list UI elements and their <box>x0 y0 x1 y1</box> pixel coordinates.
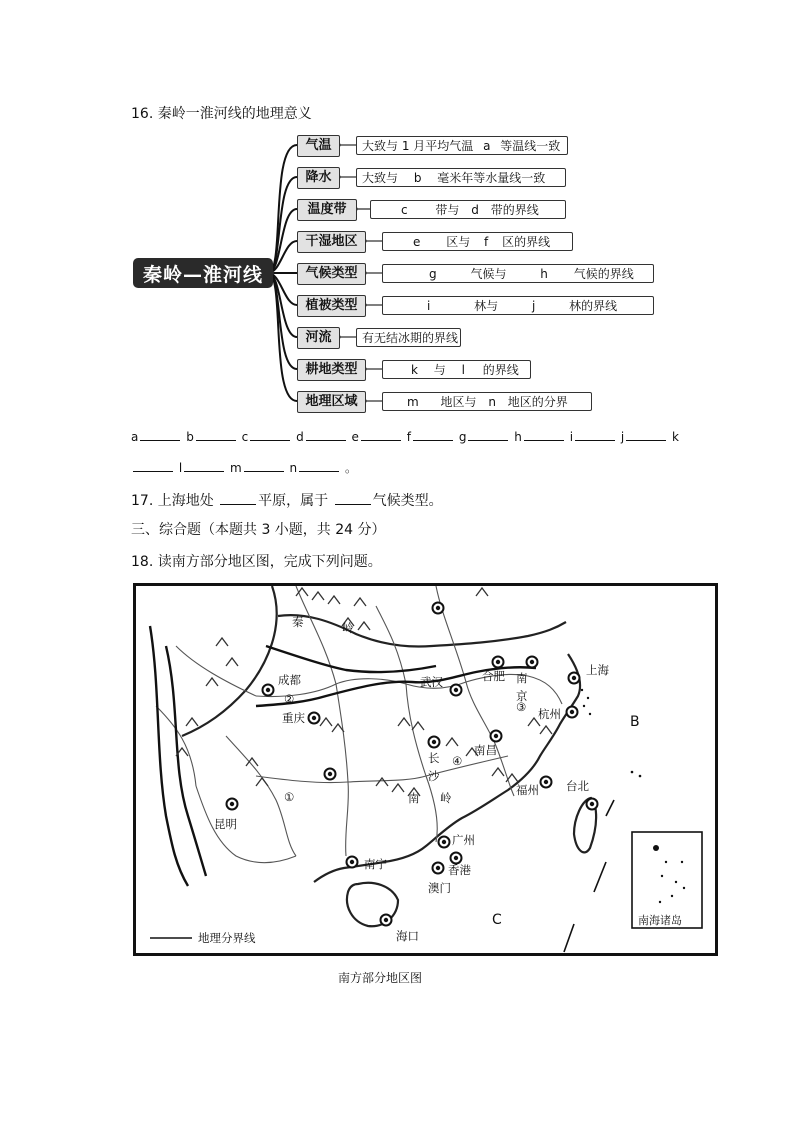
cat-dry-wet-region: 干湿地区 <box>297 231 366 253</box>
cat-temperature: 气温 <box>297 135 340 157</box>
q16-title: 16. 秦岭一淮河线的地理意义 <box>131 106 312 122</box>
mindmap-center-node: 秦岭—淮河线 <box>133 258 273 288</box>
label-changsha-1: 长 <box>428 751 440 765</box>
southern-china-map <box>133 583 718 956</box>
section-3-title: 三、综合题（本题共 3 小题，共 24 分） <box>131 522 386 538</box>
label-nanchang: 南昌 <box>474 743 497 757</box>
label-qin: 秦 <box>292 615 304 629</box>
desc-temperature-zone: c 带与 d 带的界线 <box>370 200 566 219</box>
desc-climate-type: g 气候与 h 气候的界线 <box>382 264 654 283</box>
inset-label: 南海诸岛 <box>638 914 682 927</box>
label-nanning: 南宁 <box>364 857 387 871</box>
cat-temperature-zone: 温度带 <box>297 199 357 221</box>
label-num-1: ① <box>284 790 295 804</box>
label-haikou: 海口 <box>396 929 419 943</box>
label-C: C <box>492 912 502 928</box>
map-drawing <box>136 586 715 953</box>
label-chengdu: 成都 <box>278 673 301 687</box>
desc-geo-region: m 地区与 n 地区的分界 <box>382 392 592 411</box>
label-nanling-1: 南 <box>408 791 420 805</box>
map-legend-label: 地理分界线 <box>198 931 256 945</box>
label-wuhan: 武汉 <box>420 675 443 689</box>
map-caption: 南方部分地区图 <box>338 971 423 985</box>
desc-river: 有无结冰期的界线 <box>356 328 461 347</box>
cat-climate-type: 气候类型 <box>297 263 366 285</box>
cat-farmland-type: 耕地类型 <box>297 359 366 381</box>
label-hangzhou: 杭州 <box>538 707 561 721</box>
label-taipei: 台北 <box>566 779 589 793</box>
cat-geo-region: 地理区域 <box>297 391 366 413</box>
label-chongqing: 重庆 <box>282 711 305 725</box>
cat-precipitation: 降水 <box>297 167 340 189</box>
cat-river: 河流 <box>297 327 340 349</box>
q16-answer-row-2: l m n 。 <box>131 459 357 476</box>
label-num-3: ③ <box>516 700 527 714</box>
label-changsha-2: 沙 <box>428 769 440 783</box>
q17-text: 17. 上海地处 平原，属于 气候类型。 <box>131 493 443 509</box>
label-jing: 京 <box>516 689 528 703</box>
label-fuzhou: 福州 <box>516 783 539 797</box>
label-nan: 南 <box>516 671 528 685</box>
label-nanling-2: 岭 <box>440 791 452 805</box>
desc-vegetation-type: i 林与 j 林的界线 <box>382 296 654 315</box>
label-kunming: 昆明 <box>214 817 237 831</box>
label-shanghai: 上海 <box>586 663 609 677</box>
desc-precipitation: 大致与 b 毫米年等水量线一致 <box>356 168 566 187</box>
cat-vegetation-type: 植被类型 <box>297 295 366 317</box>
label-num-4: ④ <box>452 754 463 768</box>
label-ling: 岭 <box>342 621 354 635</box>
label-num-2: ② <box>284 692 295 706</box>
q18-title: 18. 读南方部分地区图，完成下列问题。 <box>131 554 382 570</box>
desc-farmland-type: k 与 l 的界线 <box>382 360 531 379</box>
label-B: B <box>630 714 640 730</box>
label-hongkong: 香港 <box>448 863 471 877</box>
q16-answer-row-1: a b c d e f g h i j k <box>131 430 679 444</box>
label-macau: 澳门 <box>428 881 451 895</box>
label-guangzhou: 广州 <box>452 833 475 847</box>
desc-temperature: 大致与 1 月平均气温 a 等温线一致 <box>356 136 568 155</box>
label-hefei: 合肥 <box>482 669 505 683</box>
desc-dry-wet-region: e 区与 f 区的界线 <box>382 232 573 251</box>
